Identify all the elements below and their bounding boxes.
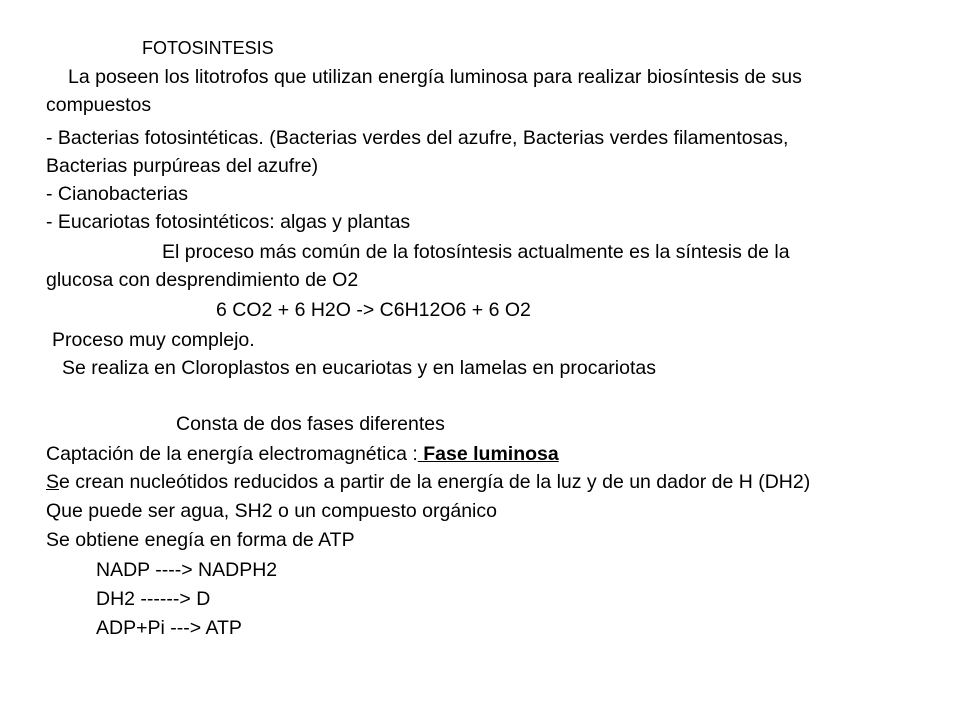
capture-phase-line — [46, 440, 940, 468]
nucleotides-line — [46, 468, 940, 496]
phases-heading: Consta de dos fases diferentes — [176, 413, 445, 435]
reaction-dh2: DH2 ------> D — [96, 588, 211, 610]
reaction-nadp: NADP ----> NADPH2 — [96, 559, 278, 581]
hydrogen-donor-line: Que puede ser agua, SH2 o un compuesto orgánico — [46, 500, 497, 522]
list-item-cianobacterias: - Cianobacterias — [46, 183, 188, 205]
nucleotides-text: e crean nucleótidos reducidos a partir de la energía de la luz y de un dador de H (DH2) — [59, 471, 811, 493]
list-item-bacterias-continued: Bacterias purpúreas del azufre) — [46, 155, 319, 177]
intro-text-continued: compuestos — [46, 94, 152, 116]
process-complex-note: Proceso muy complejo. — [52, 329, 255, 351]
photosynthesis-equation: 6 CO2 + 6 H2O -> C6H12O6 + 6 O2 — [216, 299, 531, 321]
process-description: El proceso más común de la fotosíntesis actualmente es la síntesis de la — [162, 241, 790, 263]
intro-text: La poseen los litotrofos que utilizan energía luminosa para realizar biosíntesis de sus — [68, 66, 802, 88]
atp-line: Se obtiene enegía en forma de ATP — [46, 529, 355, 551]
reaction-adp: ADP+Pi ---> ATP — [96, 617, 242, 639]
capture-phase-prefix: Captación de la energía electromagnética : — [46, 443, 418, 465]
nucleotides-first-letter: S — [46, 471, 60, 493]
capture-phase-name: Fase luminosa — [417, 443, 559, 465]
list-item-bacterias: - Bacterias fotosintéticas. (Bacterias verdes del azufre, Bacterias verdes filamentosas, — [46, 127, 789, 149]
process-location: Se realiza en Cloroplastos en eucariotas y en lamelas en procariotas — [62, 357, 656, 379]
process-description-continued: glucosa con desprendimiento de O2 — [46, 269, 359, 291]
list-item-eucariotas: - Eucariotas fotosintéticos: algas y plantas — [46, 211, 411, 233]
slide-title: FOTOSINTESIS — [142, 38, 274, 58]
